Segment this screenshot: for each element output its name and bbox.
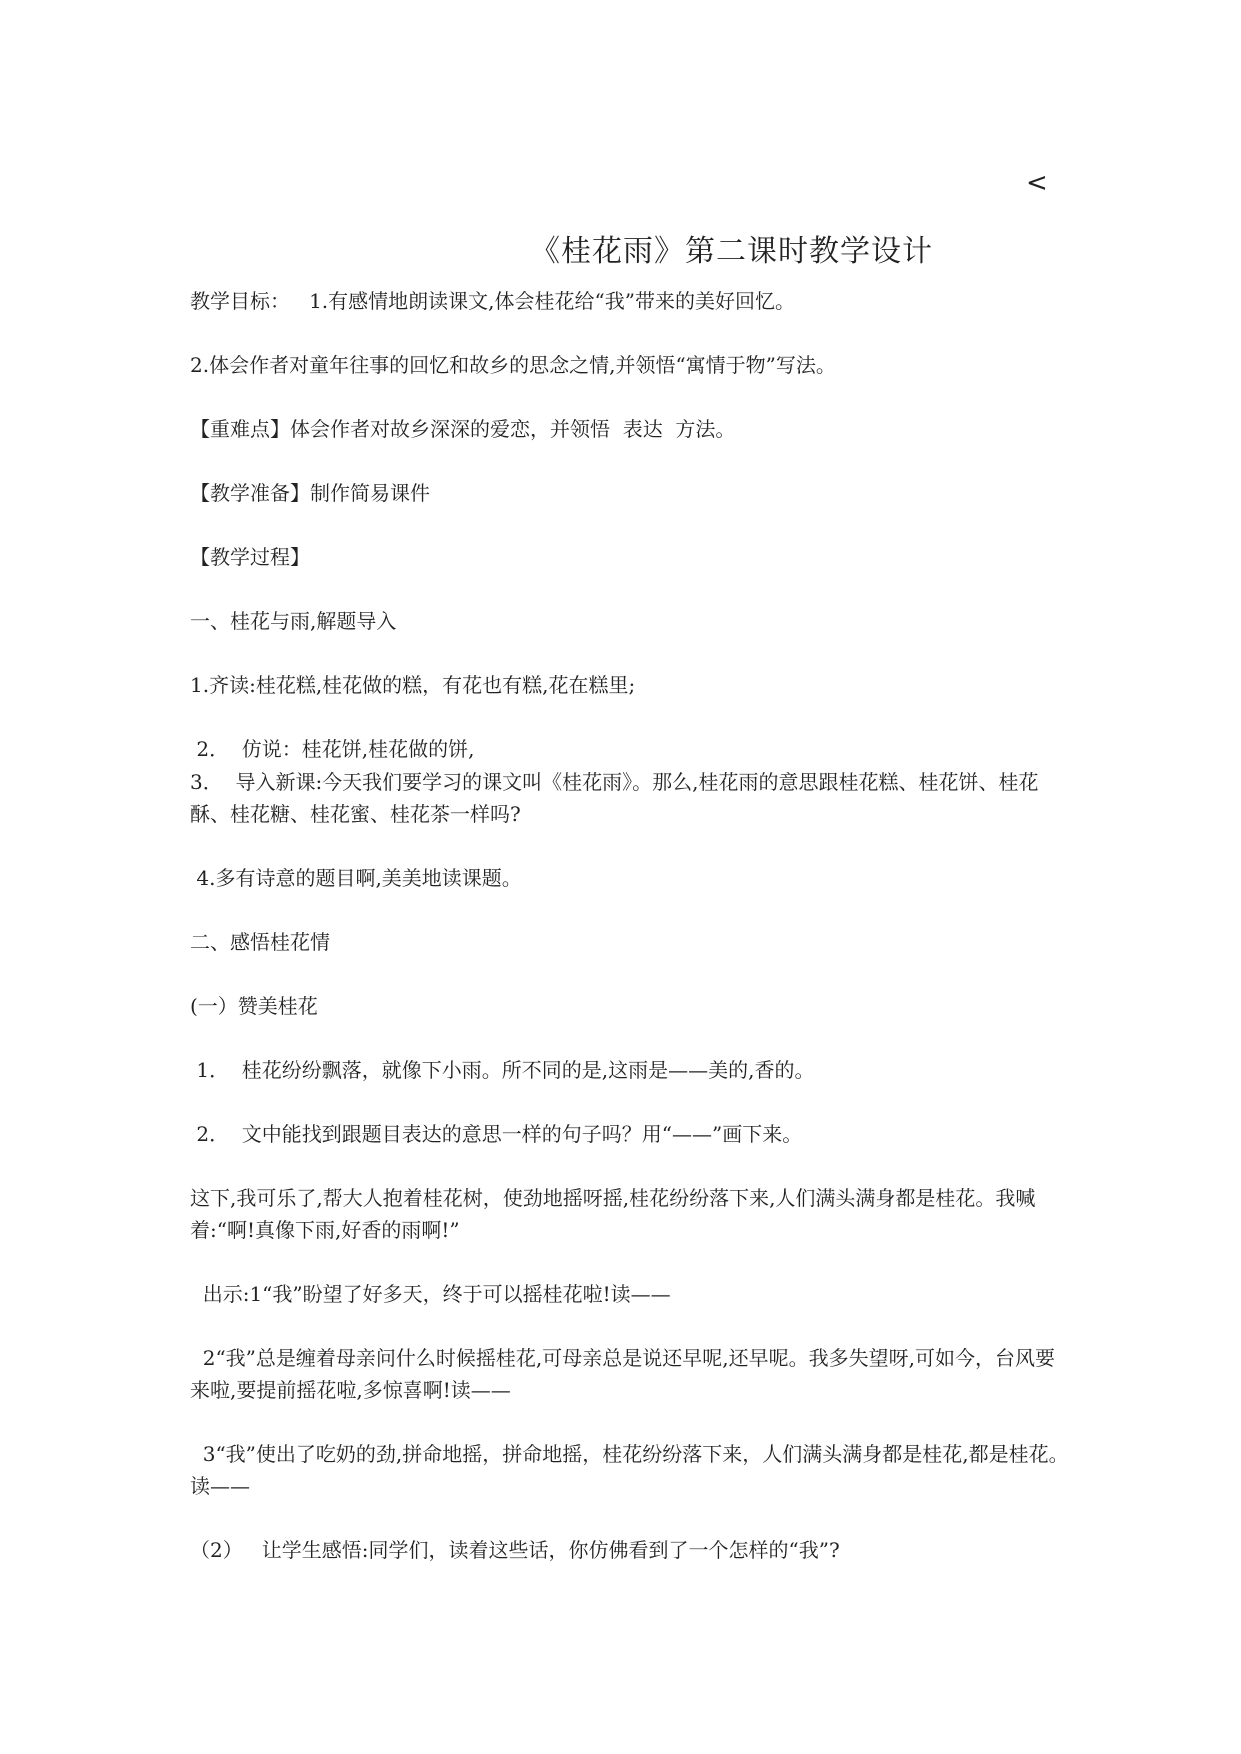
paragraph-quote: 这下,我可乐了,帮大人抱着桂花树，使劲地摇呀摇,桂花纷纷落下来,人们满头满身都是桂花。我喊着:“啊!真像下雨,好香的雨啊!” bbox=[190, 1186, 1036, 1242]
corner-mark: < bbox=[1026, 168, 1048, 198]
subsection-heading-1: (一）赞美桂花 bbox=[190, 994, 318, 1018]
paragraph-step-3: 3． 导入新课:今天我们要学习的课文叫《桂花雨》。那么,桂花雨的意思跟桂花糕、桂花饼、桂花酥、桂花糖、桂花蜜、桂花茶一样吗? bbox=[190, 770, 1039, 826]
heading-teaching-process: 【教学过程】 bbox=[190, 545, 310, 569]
paragraph-step-1: 1.齐读:桂花糕,桂花做的糕，有花也有糕,花在糕里; bbox=[190, 673, 636, 697]
section-heading-1: 一、桂花与雨,解题导入 bbox=[190, 609, 397, 633]
section-heading-2: 二、感悟桂花情 bbox=[190, 930, 330, 954]
paragraph-key-points: 【重难点】体会作者对故乡深深的爱恋，并领悟 表达 方法。 bbox=[190, 417, 736, 441]
paragraph-step-2: 2． 仿说：桂花饼,桂花做的饼, bbox=[190, 737, 475, 761]
paragraph-teaching-goal-1: 教学目标： 1.有感情地朗读课文,体会桂花给“我”带来的美好回忆。 bbox=[190, 289, 795, 313]
paragraph-show-1: 出示:1“我”盼望了好多天，终于可以摇桂花啦!读—— bbox=[190, 1282, 671, 1306]
paragraph-student-insight: （2） 让学生感悟:同学们，读着这些话，你仿佛看到了一个怎样的“我”? bbox=[190, 1538, 840, 1562]
paragraph-preparation: 【教学准备】制作简易课件 bbox=[190, 481, 430, 505]
paragraph-show-3: 3“我”使出了吃奶的劲,拼命地摇，拼命地摇，桂花纷纷落下来，人们满头满身都是桂花,都是桂花。读—— bbox=[190, 1442, 1069, 1498]
document-title: 《桂花雨》第二课时教学设计 bbox=[530, 234, 933, 269]
paragraph-sub-step-2: 2． 文中能找到跟题目表达的意思一样的句子吗？用“——”画下来。 bbox=[190, 1122, 803, 1146]
paragraph-sub-step-1: 1． 桂花纷纷飘落，就像下小雨。所不同的是,这雨是——美的,香的。 bbox=[190, 1058, 815, 1082]
paragraph-show-2: 2“我”总是缠着母亲问什么时候摇桂花,可母亲总是说还早呢,还早呢。我多失望呀,可如今，台风要来啦,要提前摇花啦,多惊喜啊!读—— bbox=[190, 1346, 1055, 1402]
paragraph-step-4: 4.多有诗意的题目啊,美美地读课题。 bbox=[190, 866, 522, 890]
paragraph-teaching-goal-2: 2.体会作者对童年往事的回忆和故乡的思念之情,并领悟“寓情于物”写法。 bbox=[190, 353, 836, 377]
